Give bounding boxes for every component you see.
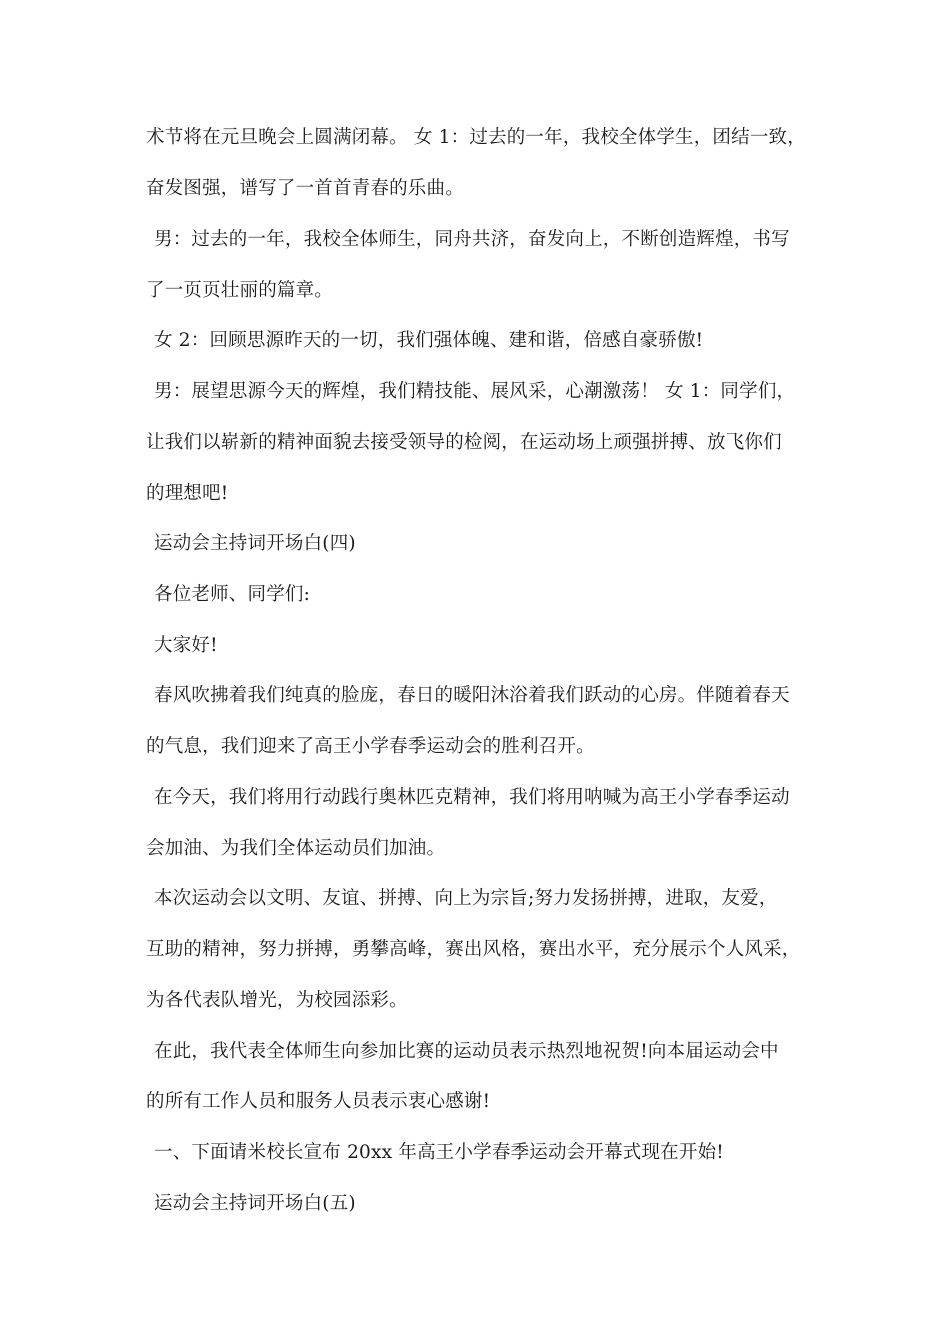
text-line: 一、下面请米校长宣布 20xx 年高王小学春季运动会开幕式现在开始! [154, 1142, 724, 1163]
text-line: 女 2：回顾思源昨天的一切，我们强体魄、建和谐，倍感自豪骄傲! [154, 330, 704, 351]
text-line: 的气息，我们迎来了高王小学春季运动会的胜利召开。 [146, 736, 595, 757]
text-line: 会加油、为我们全体运动员们加油。 [146, 838, 446, 859]
section-heading: 运动会主持词开场白(四) [154, 533, 356, 554]
section-heading: 运动会主持词开场白(五) [154, 1193, 356, 1214]
text-line: 为各代表队增光，为校园添彩。 [146, 990, 408, 1011]
text-line: 让我们以崭新的精神面貌去接受领导的检阅，在运动场上顽强拼搏、放飞你们 [146, 432, 782, 453]
text-line: 奋发图强，谱写了一首首青春的乐曲。 [146, 178, 464, 199]
text-line: 本次运动会以文明、友谊、拼搏、向上为宗旨;努力发扬拼搏，进取，友爱， [154, 888, 778, 909]
text-line: 在此，我代表全体师生向参加比赛的运动员表示热烈地祝贺!向本届运动会中 [154, 1041, 779, 1062]
text-line: 男：展望思源今天的辉煌，我们精技能、展风采，心潮激荡！ 女 1：同学们， [154, 381, 796, 402]
text-line: 的所有工作人员和服务人员表示衷心感谢! [146, 1091, 491, 1112]
text-line: 在今天，我们将用行动践行奥林匹克精神，我们将用呐喊为高王小学春季运动 [154, 787, 790, 808]
text-line: 的理想吧! [146, 483, 229, 504]
text-line: 互助的精神，努力拼搏，勇攀高峰，赛出风格，赛出水平，充分展示个人风采， [146, 939, 801, 960]
text-line: 男：过去的一年，我校全体师生，同舟共济，奋发向上，不断创造辉煌，书写 [154, 229, 790, 250]
text-line: 春风吹拂着我们纯真的脸庞，春日的暖阳沐浴着我们跃动的心房。伴随着春天 [154, 685, 790, 706]
text-line: 术节将在元旦晚会上圆满闭幕。 女 1：过去的一年，我校全体学生，团结一致， [146, 127, 806, 148]
text-line: 各位老师、同学们: [154, 584, 311, 605]
text-line: 了一页页壮丽的篇章。 [146, 280, 334, 301]
text-line: 大家好! [154, 635, 218, 656]
